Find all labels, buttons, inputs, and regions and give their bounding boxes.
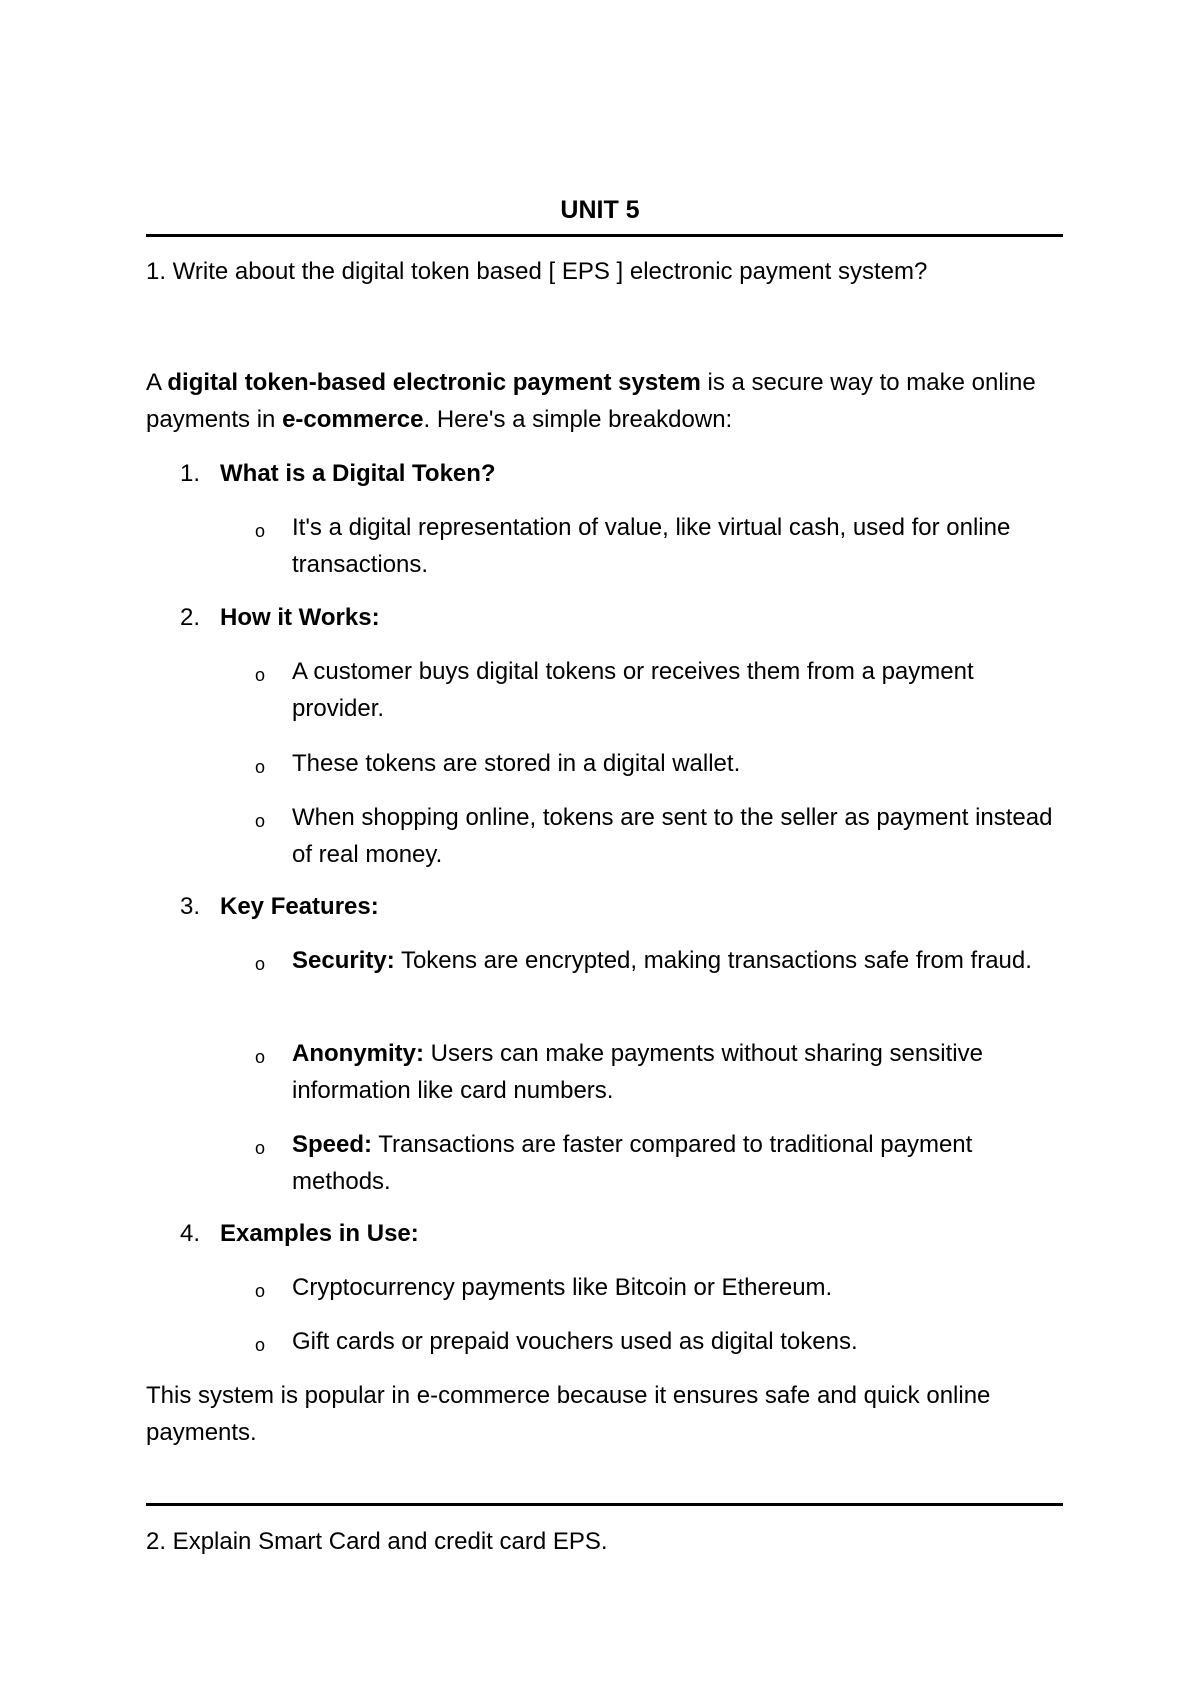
list-number: 4. — [180, 1220, 201, 1247]
bullet-icon: o — [255, 1138, 266, 1158]
bullet-icon: o — [255, 954, 266, 974]
feature-text: Transactions are faster compared to traditional payment methods. — [292, 1131, 973, 1195]
intro-text: A — [146, 369, 168, 396]
feature-label: Anonymity: — [292, 1040, 424, 1067]
list-item-heading — [180, 1220, 419, 1248]
bullet-icon: o — [255, 1335, 266, 1355]
bullet-icon: o — [255, 521, 266, 541]
list-item-heading — [180, 604, 380, 632]
sub-list-item — [250, 1126, 1060, 1200]
sub-list-item — [250, 509, 1060, 583]
sub-list-item — [250, 1323, 1060, 1360]
intro-text: . Here's a simple breakdown: — [423, 406, 733, 433]
sub-list-item — [250, 653, 1060, 727]
bullet-icon: o — [255, 1281, 266, 1301]
feature-text: Tokens are encrypted, making transactions safe from fraud. — [394, 947, 1032, 974]
list-heading-text: Examples in Use: — [220, 1220, 419, 1247]
sub-list-item — [250, 799, 1060, 873]
bullet-icon: o — [255, 811, 266, 831]
sub-item-text: When shopping online, tokens are sent to the seller as payment instead of real money. — [292, 804, 1053, 868]
question-2: 2. Explain Smart Card and credit card EPS. — [146, 1528, 608, 1555]
bullet-icon: o — [255, 757, 266, 777]
list-heading-text: How it Works: — [220, 604, 380, 631]
sub-list-item — [250, 745, 1060, 782]
list-heading-text: Key Features: — [220, 893, 379, 920]
sub-item-text — [292, 1035, 1060, 1109]
sub-list-item — [250, 942, 1060, 979]
intro-text: is a secure way to make online payments in — [146, 369, 1036, 433]
sub-list-item — [250, 1035, 1060, 1109]
sub-item-text: These tokens are stored in a digital wallet. — [292, 750, 741, 777]
list-heading-text: What is a Digital Token? — [220, 460, 496, 487]
list-number: 2. — [180, 604, 201, 631]
list-item-heading — [180, 893, 379, 921]
bullet-icon: o — [255, 665, 266, 685]
list-number: 3. — [180, 893, 201, 920]
sub-item-text — [292, 942, 1060, 979]
sub-item-text: It's a digital representation of value, like virtual cash, used for online transactions. — [292, 514, 1011, 578]
sub-item-text: Cryptocurrency payments like Bitcoin or Ethereum. — [292, 1274, 833, 1301]
sub-item-text: Gift cards or prepaid vouchers used as digital tokens. — [292, 1328, 858, 1355]
list-item-heading — [180, 460, 496, 488]
page-title: UNIT 5 — [560, 196, 640, 224]
feature-label: Speed: — [292, 1131, 373, 1158]
feature-label: Security: — [292, 947, 395, 974]
intro-bold-term: e-commerce — [282, 406, 424, 433]
conclusion-paragraph: This system is popular in e-commerce because it ensures safe and quick online payments. — [146, 1382, 991, 1446]
question-1: 1. Write about the digital token based [ EPS ] electronic payment system? — [146, 258, 928, 285]
intro-paragraph — [146, 364, 1063, 438]
sub-list-item — [250, 1269, 1060, 1306]
divider-rule — [146, 234, 1063, 237]
bullet-icon: o — [255, 1047, 266, 1067]
list-number: 1. — [180, 460, 201, 487]
feature-text: Users can make payments without sharing sensitive information like card numbers. — [292, 1040, 983, 1104]
intro-bold-term: digital token-based electronic payment system — [167, 369, 701, 396]
sub-item-text — [292, 1126, 1060, 1200]
divider-rule — [146, 1503, 1063, 1506]
sub-item-text: A customer buys digital tokens or receives them from a payment provider. — [292, 658, 974, 722]
